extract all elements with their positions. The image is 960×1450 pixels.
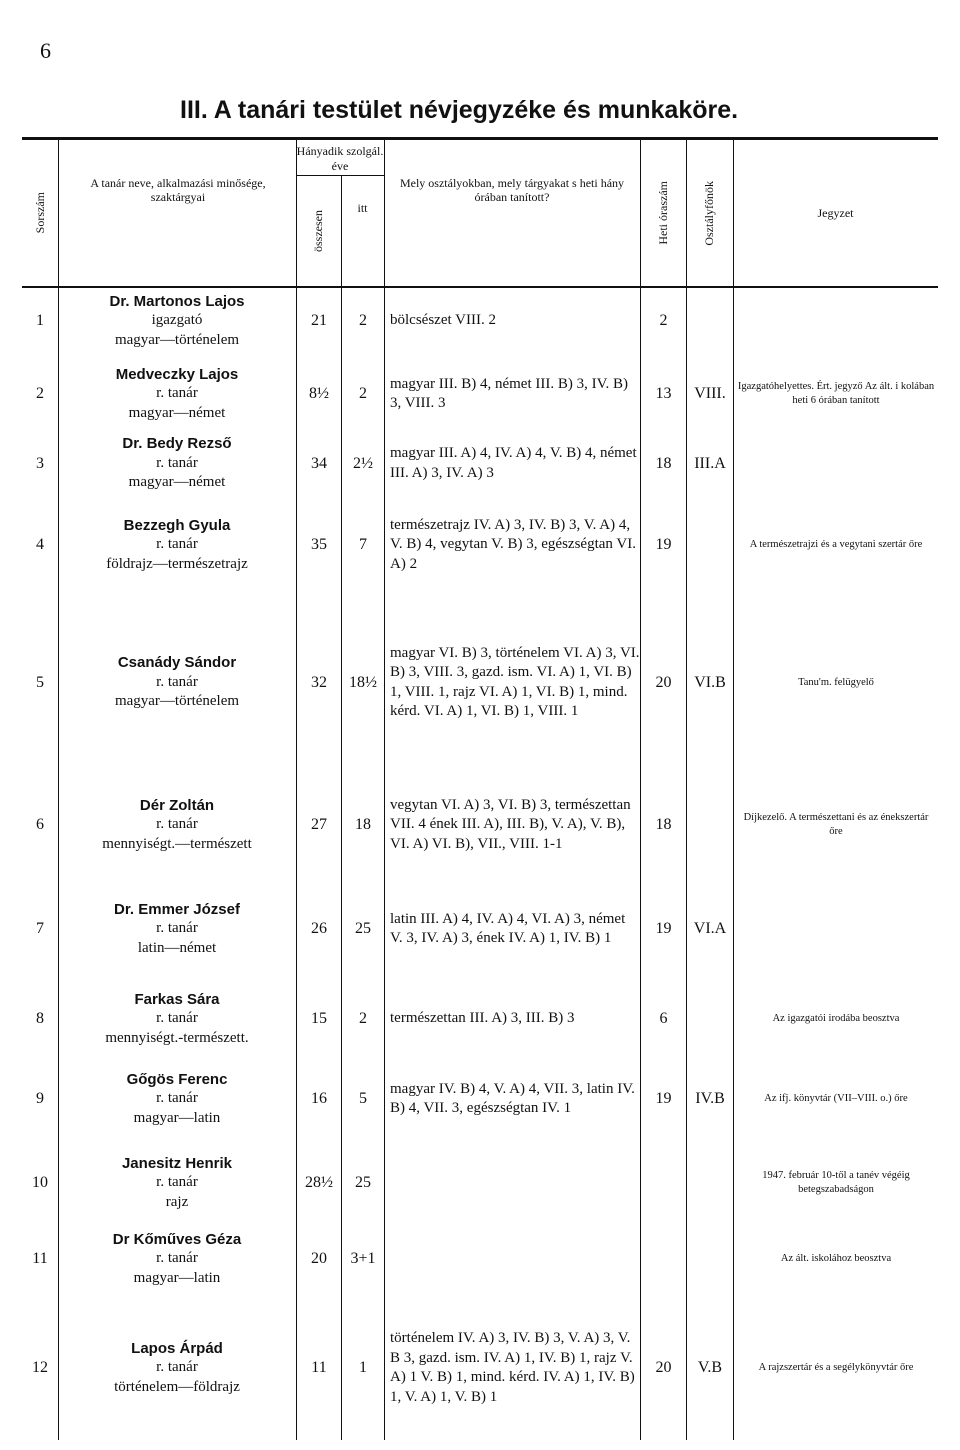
row-number: 6 [36, 816, 44, 833]
teacher-cell [62, 770, 292, 880]
note: Az igazgatói irodába beosztva [772, 1013, 900, 1025]
years-here: 1 [359, 1359, 367, 1376]
teacher-role: r. tanár [156, 385, 198, 402]
note [736, 290, 936, 352]
weekly-hours: 19 [655, 920, 672, 937]
years-here: 5 [359, 1090, 367, 1107]
classes-taught: magyar III. A) 4, IV. A) 4, V. B) 4, német III. A) 3, IV. A) 3 [390, 445, 637, 481]
form-master [687, 290, 733, 352]
form-master [687, 1222, 733, 1296]
weekly-hours: 2 [659, 312, 668, 329]
note: Tanu'm. felügyelő [798, 676, 874, 688]
teacher-role: r. tanár [156, 454, 198, 471]
weekly-hours: 13 [655, 385, 672, 402]
teacher-role: r. tanár [156, 673, 198, 690]
classes-taught: természetrajz IV. A) 3, IV. B) 3, V. A) 4, V. B) 4, vegytan V. B) 3, egészségtan VI. A) 2 [390, 516, 636, 572]
header-classes: Mely osztályokban, mely tárgyakat s heti hány órában tanított? [399, 175, 625, 204]
teacher-name: Dér Zoltán [139, 796, 215, 814]
classes-taught: magyar III. B) 4, német III. B) 3, IV. B) 3, VIII. 3 [390, 375, 628, 411]
years-total: 32 [311, 673, 327, 691]
weekly-hours: 6 [659, 1010, 668, 1027]
teacher-name: Janesitz Henrik [121, 1154, 233, 1172]
teacher-role: r. tanár [156, 536, 198, 553]
header-sorszam: Sorszám [32, 192, 47, 234]
years-total: 15 [311, 1010, 327, 1027]
years-here: 2½ [353, 454, 373, 472]
note: A rajzszertár és a segélykönyvtár őre [758, 1362, 914, 1374]
teacher-role: igazgató [151, 312, 203, 329]
row-number: 5 [36, 673, 44, 691]
classes-taught: latin III. A) 4, IV. A) 4, VI. A) 3, német V. 3, IV. A) 3, ének IV. A) 1, IV. B) 1 [390, 910, 626, 946]
header-form-master: Osztályfőnök [702, 180, 716, 246]
teacher-cell [62, 1148, 292, 1218]
note: Díjkezelő. A természettani és az énekszertár őre [743, 812, 929, 837]
years-here: 7 [359, 536, 367, 553]
classes-taught: természettan III. A) 3, III. B) 3 [390, 1010, 575, 1027]
teacher-subjects: rajz [165, 1193, 189, 1210]
col-divider [58, 140, 59, 1440]
form-master: VIII. [694, 385, 726, 402]
teacher-name: Dr. Martonos Lajos [109, 292, 245, 310]
form-master: IV.B [695, 1090, 725, 1107]
years-total: 16 [311, 1090, 327, 1107]
note: 1947. február 10-től a tanév végéig betegszabadságon [762, 1170, 910, 1195]
classes-taught [386, 1222, 640, 1296]
teacher-cell [62, 1222, 292, 1296]
teacher-subjects: magyar—német [128, 474, 226, 491]
row-number: 11 [32, 1250, 48, 1267]
years-here: 3+1 [350, 1250, 376, 1267]
row-number: 3 [36, 454, 44, 472]
classes-taught: történelem IV. A) 3, IV. B) 3, V. A) 3, V. B 3, gazd. ism. IV. A) 1, IV. B) 1, rajz V. A) 1 V. B) 1, mind. kérd. IV. A) 1, IV. B) 1, V. A) 1, V. B) 1 [390, 1330, 635, 1405]
teacher-cell [62, 1296, 292, 1440]
row-number: 4 [36, 536, 44, 553]
teacher-subjects: latin—német [137, 939, 217, 956]
note [736, 880, 936, 978]
years-total: 27 [311, 816, 327, 833]
years-total: 11 [311, 1359, 327, 1376]
page-title: III. A tanári testület névjegyzéke és munkaköre. [180, 96, 739, 124]
teacher-cell [62, 1058, 292, 1140]
row-number: 10 [32, 1174, 48, 1191]
teacher-subjects: magyar—történelem [114, 331, 240, 348]
years-total: 35 [311, 536, 327, 553]
years-header-rule [296, 175, 384, 176]
classes-taught: magyar IV. B) 4, V. A) 4, VII. 3, latin IV. B) 4, VII. 3, egészségtan IV. 1 [390, 1080, 635, 1116]
classes-taught: magyar VI. B) 3, történelem VI. A) 3, VI. B) 3, VIII. 3, gazd. ism. VI. A) 1, VI. B) 1, VIII. 1, rajz VI. A) 1, VI. B) 1, mind. kérd. VI. A) 1, VI. B) 1, VIII. 1 [390, 644, 640, 719]
teacher-name: Farkas Sára [134, 990, 220, 1008]
teacher-role: r. tanár [156, 920, 198, 937]
col-divider [384, 140, 385, 1440]
teacher-cell [62, 432, 292, 495]
form-master: VI.B [694, 673, 726, 691]
header-notes: Jegyzet [817, 205, 854, 220]
years-total: 28½ [305, 1174, 333, 1191]
years-here: 25 [355, 920, 371, 937]
header-years-total: összesen [311, 210, 325, 252]
row-number: 7 [36, 920, 44, 937]
row-number: 9 [36, 1090, 44, 1107]
years-here: 2 [359, 385, 367, 402]
teacher-name: Lapos Árpád [131, 1339, 223, 1357]
form-master [687, 770, 733, 880]
weekly-hours: 20 [655, 1359, 672, 1376]
teacher-name: Csanády Sándor [117, 654, 237, 672]
teacher-cell [62, 595, 292, 770]
form-master: VI.A [693, 920, 727, 937]
teacher-name: Dr. Bedy Rezső [122, 435, 232, 453]
teacher-role: r. tanár [156, 1250, 198, 1267]
years-here: 2 [359, 1010, 367, 1027]
teacher-name: Bezzegh Gyula [123, 516, 231, 534]
years-here: 18 [355, 816, 371, 833]
weekly-hours: 18 [655, 816, 672, 833]
teacher-role: r. tanár [156, 1359, 198, 1376]
teacher-subjects: történelem—földrajz [114, 1378, 240, 1395]
note: A természetrajzi és a vegytani szertár őre [749, 539, 923, 551]
teacher-name: Gőgös Ferenc [126, 1070, 228, 1088]
teacher-cell [62, 290, 292, 352]
teacher-cell [62, 356, 292, 432]
row-number: 8 [36, 1010, 44, 1027]
teacher-subjects: mennyiségt.—természett [102, 835, 252, 852]
teacher-name: Medveczky Lajos [115, 365, 239, 383]
years-total: 21 [311, 312, 327, 329]
page-number: 6 [40, 38, 51, 63]
teacher-role: r. tanár [156, 1010, 198, 1027]
teacher-cell [62, 985, 292, 1053]
years-total: 8½ [309, 385, 329, 402]
header-years: Hányadik szolgál. éve [296, 144, 384, 173]
teacher-role: r. tanár [156, 1090, 198, 1107]
teacher-role: r. tanár [156, 816, 198, 833]
form-master: V.B [697, 1359, 723, 1376]
header-bottom-rule [22, 286, 938, 288]
note [736, 432, 936, 495]
header-teacher: A tanár neve, alkalmazási minősége, szaktárgyai [90, 175, 266, 204]
header-years-here: itt [357, 200, 368, 215]
note: Az ált. iskolához beosztva [780, 1253, 892, 1265]
teacher-role: r. tanár [156, 1174, 198, 1191]
years-total: 20 [311, 1250, 327, 1267]
weekly-hours: 19 [655, 1090, 672, 1107]
weekly-hours: 19 [655, 536, 672, 553]
form-master: III.A [694, 454, 726, 472]
years-total: 34 [311, 454, 327, 472]
years-here: 2 [359, 312, 367, 329]
teacher-subjects: földrajz—természetrajz [106, 555, 248, 572]
classes-taught [386, 1148, 640, 1218]
teacher-cell [62, 880, 292, 978]
classes-taught: bölcsészet VIII. 2 [390, 312, 496, 329]
form-master [687, 985, 733, 1053]
weekly-hours [641, 1222, 686, 1296]
weekly-hours: 20 [655, 673, 672, 691]
weekly-hours [641, 1148, 686, 1218]
row-number: 1 [36, 312, 44, 329]
years-here: 25 [355, 1174, 371, 1191]
header-weekly-hours: Heti óraszám [655, 181, 670, 245]
col-divider [733, 140, 734, 1440]
years-here: 18½ [349, 673, 377, 691]
teacher-subjects: magyar—latin [133, 1269, 221, 1286]
row-number: 12 [32, 1359, 48, 1376]
note: Az ifj. könyvtár (VII–VIII. o.) őre [764, 1093, 908, 1105]
teacher-subjects: magyar—latin [133, 1109, 221, 1126]
teacher-subjects: mennyiségt.-természett. [105, 1029, 249, 1046]
teacher-name: Dr. Emmer József [114, 900, 240, 918]
teacher-name: Dr Kőműves Géza [112, 1230, 242, 1248]
teacher-subjects: magyar—történelem [114, 693, 240, 710]
teacher-subjects: magyar—német [128, 404, 226, 421]
form-master [687, 500, 733, 590]
years-total: 26 [311, 920, 327, 937]
form-master [687, 1148, 733, 1218]
teacher-cell [62, 500, 292, 590]
weekly-hours: 18 [655, 454, 672, 472]
row-number: 2 [36, 385, 44, 402]
note: Igazgatóhelyettes. Ért. jegyző Az ált. i kolában heti 6 órában tanított [737, 381, 935, 406]
classes-taught: vegytan VI. A) 3, VI. B) 3, természettan VII. 4 ének III. A), III. B), V. A), V. B), VI. A) VI. B), VII., VIII. 1-1 [390, 796, 631, 852]
